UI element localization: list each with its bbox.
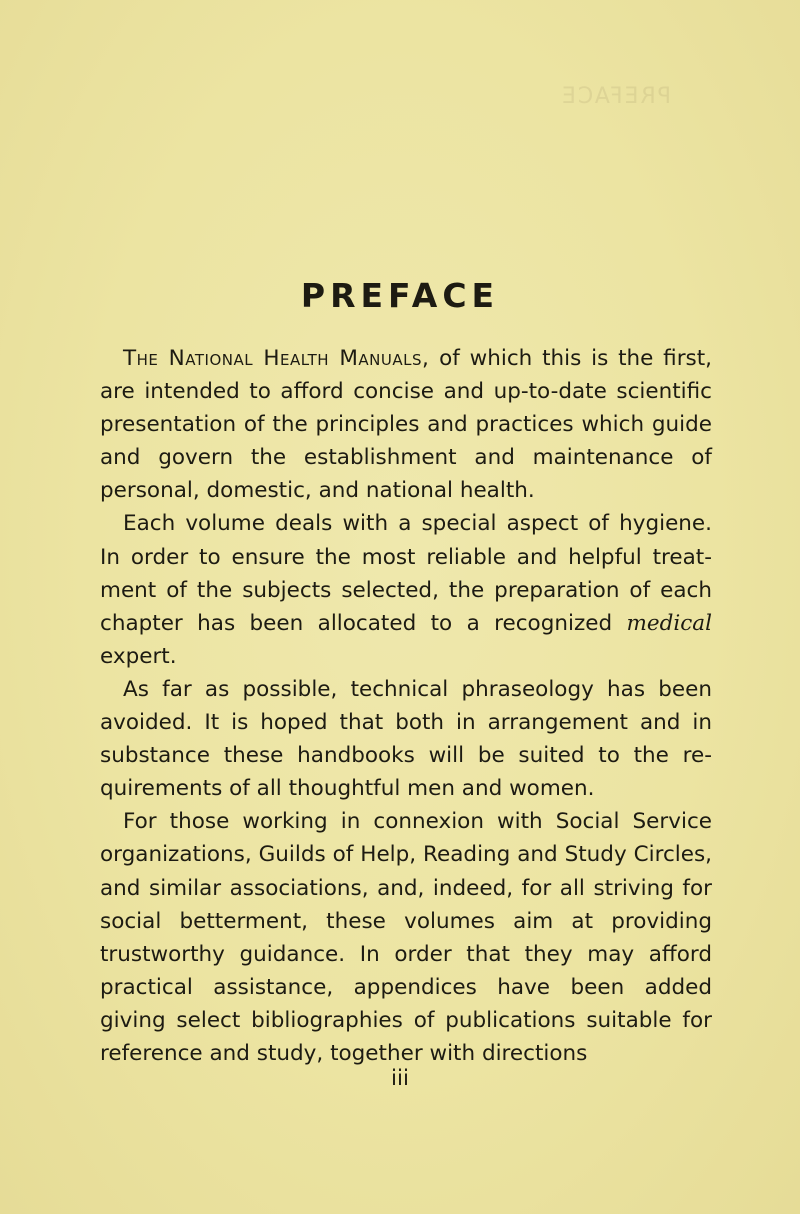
paragraph-1 xyxy=(100,342,712,507)
bleed-through-text: PREFACE xyxy=(560,84,672,109)
paragraph-2-text-after: expert. xyxy=(100,643,177,669)
series-name: The National Health Manuals, xyxy=(123,346,430,371)
body-text xyxy=(100,342,712,1070)
paragraph-2-text-before: Each volume deals with a special aspect of hygiene. In order to ensure the most reliable and helpful treatment of the subjects selected, the preparation of each chapter has been allocated to a recognized xyxy=(100,511,712,636)
paragraph-3-text: As far as possible, technical phraseology has been avoided. It is hoped that both in arrangement and in substance these handbooks will be suited to the requirements of all thoughtful men and women. xyxy=(100,676,712,802)
paragraph-4-text: For those working in connexion with Social Service organizations, Guilds of Help, Reading and Study Circles, and similar associations, and, indeed, for all striving for social betterment, these volumes aim at providing trustworthy guidance. In order that they may afford practical assistance, appendices have been added giving select bibliographies of publications suitable for reference and study, together with directions xyxy=(100,809,712,1066)
emphasized-word: medical xyxy=(626,610,712,636)
page-number: iii xyxy=(391,1066,409,1091)
paragraph-1-text: of which this is the first, are intended to afford concise and up-to-date scientific presentation of the principles and practices which guide and govern the establishment and maintenance of personal, domestic, and national health. xyxy=(100,346,712,504)
paragraph-2 xyxy=(100,507,712,672)
paragraph-3 xyxy=(100,673,712,805)
paragraph-4 xyxy=(100,805,712,1070)
page-title: PREFACE xyxy=(300,276,500,315)
